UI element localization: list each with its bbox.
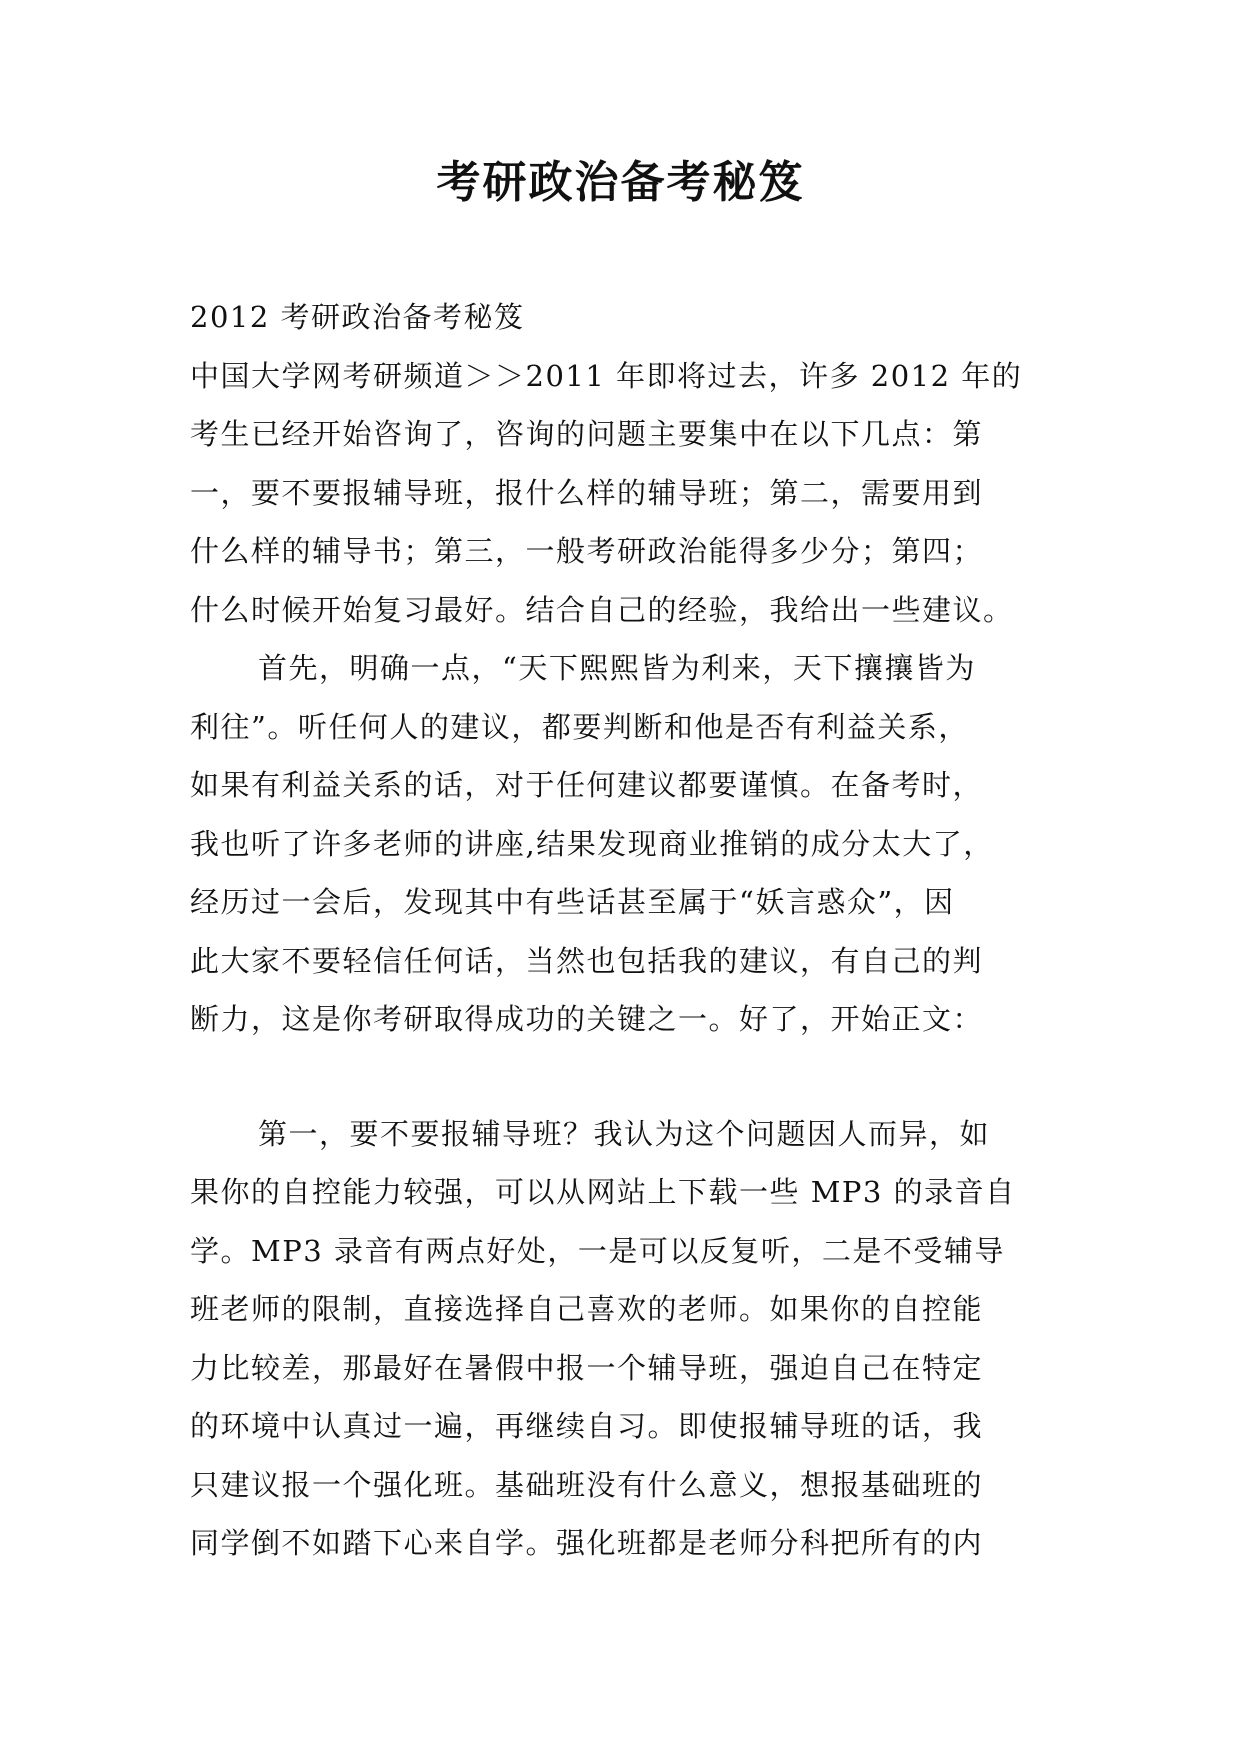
text-line: 断力，这是你考研取得成功的关键之一。好了，开始正文：: [190, 1002, 984, 1036]
text-line: 只建议报一个强化班。基础班没有什么意义，想报基础班的: [190, 1467, 984, 1502]
document-subtitle: 2012 考研政治备考秘笈: [190, 300, 525, 334]
text-line: 同学倒不如踏下心来自学。强化班都是老师分科把所有的内: [190, 1526, 984, 1560]
text-line: 我也听了许多老师的讲座,结果发现商业推销的成分太大了，: [190, 826, 994, 861]
text-line: 如果有利益关系的话，对于任何建议都要谨慎。在备考时，: [190, 768, 984, 802]
text-line: 中国大学网考研频道＞＞2011 年即将过去，许多 2012 年的: [190, 358, 1023, 393]
text-line: 力比较差，那最好在暑假中报一个辅导班，强迫自己在特定: [190, 1350, 984, 1385]
text-line: 考生已经开始咨询了，咨询的问题主要集中在以下几点：第: [190, 417, 984, 451]
text-line: 第一，要不要报辅导班？我认为这个问题因人而异，如: [258, 1116, 991, 1151]
paragraph-intro: [190, 347, 1050, 640]
text-line: 首先，明确一点，“天下熙熙皆为利来，天下攘攘皆为: [258, 651, 976, 685]
text-line: 学。MP3 录音有两点好处，一是可以反复听，二是不受辅导: [190, 1233, 1005, 1268]
paragraph-tutoring: [190, 1105, 1050, 1573]
document-body: [190, 288, 1050, 1573]
text-line: 经历过一会后，发现其中有些话甚至属于“妖言惑众”，因: [190, 885, 955, 919]
text-line: 利往”。听任何人的建议，都要判断和他是否有利益关系，: [190, 709, 969, 744]
text-line: 一，要不要报辅导班，报什么样的辅导班；第二，需要用到: [190, 475, 984, 510]
text-line: 果你的自控能力较强，可以从网站上下载一些 MP3 的录音自: [190, 1175, 1016, 1209]
text-line: 的环境中认真过一遍，再继续自习。即使报辅导班的话，我: [190, 1409, 984, 1443]
text-line: 此大家不要轻信任何话，当然也包括我的建议，有自己的判: [190, 943, 984, 978]
text-line: 班老师的限制，直接选择自己喜欢的老师。如果你的自控能: [190, 1292, 984, 1326]
document-title: 考研政治备考秘笈: [436, 157, 805, 208]
paragraph-advice: [190, 639, 1050, 1049]
paragraph-spacer: [190, 1049, 1050, 1105]
text-line: 什么样的辅导书；第三，一般考研政治能得多少分；第四；: [190, 534, 984, 568]
text-line: 什么时候开始复习最好。结合自己的经验，我给出一些建议。: [190, 592, 1014, 627]
